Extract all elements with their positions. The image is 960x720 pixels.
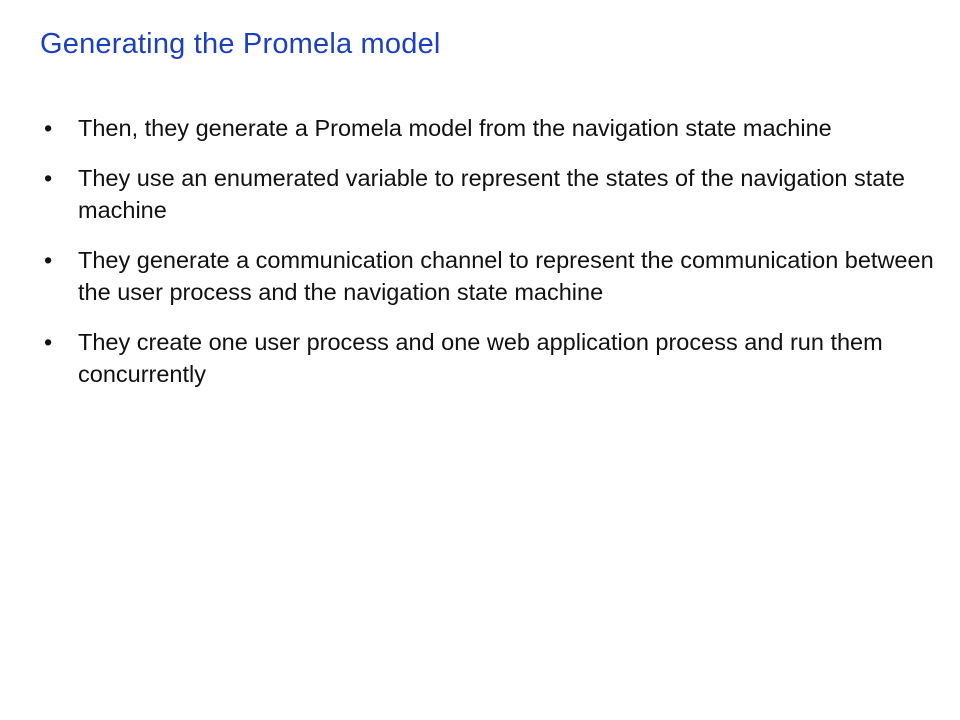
slide-title: Generating the Promela model [40,28,441,60]
bullet-item-3 [44,244,934,308]
bullet-item-4 [44,326,934,390]
bullet-item-2 [44,162,934,226]
bullet-text-3: They generate a communication channel to represent the communication between the user process and the navigation state machine [78,247,934,305]
bullet-text-2: They use an enumerated variable to represent the states of the navigation state machine [78,165,905,223]
bullet-text-1: Then, they generate a Promela model from the navigation state machine [78,115,832,141]
bullet-dot-icon: • [44,329,53,355]
bullet-text-4: They create one user process and one web application process and run them concurrently [78,329,883,387]
bullet-dot-icon: • [44,165,53,191]
bullet-dot-icon: • [44,247,53,273]
bullet-dot-icon: • [44,115,53,141]
bullet-item-1 [44,112,934,144]
bullet-list [44,112,934,408]
